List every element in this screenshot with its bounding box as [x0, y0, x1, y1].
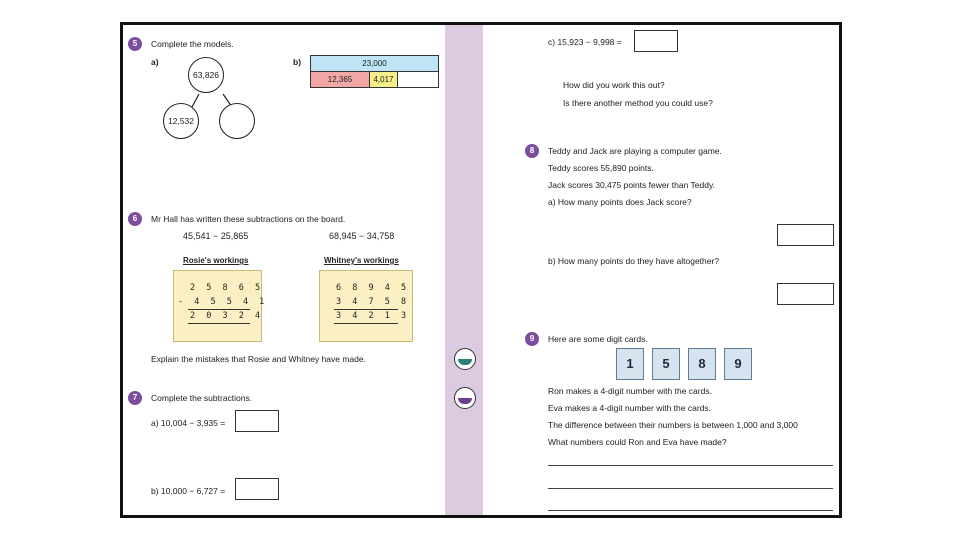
- q8-line-3: Jack scores 30,475 points fewer than Teddy.: [548, 180, 715, 190]
- q8-part-b: b) How many points do they have altogether?: [548, 256, 720, 266]
- rosie-line-top: [188, 309, 250, 310]
- q7-another-method: Is there another method you could use?: [563, 98, 713, 108]
- answer-line-1[interactable]: [548, 465, 833, 466]
- whitney-workings-title: Whitney's workings: [324, 256, 399, 265]
- q7-answer-box-b[interactable]: [235, 478, 279, 500]
- answer-line-2[interactable]: [548, 488, 833, 489]
- tea-cup-icon: [454, 387, 476, 409]
- part-circle-left: 12,532: [163, 103, 199, 139]
- q5-instruction: Complete the models.: [151, 39, 234, 49]
- bar-model-part-pink: 12,365: [310, 71, 370, 88]
- digit-card-2: 5: [652, 348, 680, 380]
- question-8-badge: 8: [525, 144, 539, 158]
- q7-part-c: c) 15,923 − 9,998 =: [548, 37, 622, 47]
- q7-instruction: Complete the subtractions.: [151, 393, 253, 403]
- q5-part-b-label: b): [293, 57, 302, 67]
- q9-intro: Here are some digit cards.: [548, 334, 648, 344]
- q6-subtraction-1: 45,541 − 25,865: [183, 231, 249, 241]
- whole-circle: 63,826: [188, 57, 224, 93]
- whitney-workings-box: [319, 270, 413, 342]
- whitney-row-1: 6 8 9 4 5: [336, 283, 410, 293]
- bar-model-part-empty[interactable]: [397, 71, 439, 88]
- q8-answer-box-a[interactable]: [777, 224, 834, 246]
- page-spine: [445, 25, 483, 515]
- rosie-workings-box: [173, 270, 268, 342]
- digit-card-1: 1: [616, 348, 644, 380]
- q7-answer-box-c[interactable]: [634, 30, 678, 52]
- answer-line-3[interactable]: [548, 510, 833, 511]
- digit-card-3: 8: [688, 348, 716, 380]
- q8-answer-box-b[interactable]: [777, 283, 834, 305]
- q8-part-a: a) How many points does Jack score?: [548, 197, 692, 207]
- q9-line-1: Ron makes a 4-digit number with the cards.: [548, 386, 712, 396]
- tea-cup-icon: [454, 348, 476, 370]
- whitney-line-bottom: [334, 323, 398, 324]
- q7-part-b: b) 10,000 − 6,727 =: [151, 486, 226, 496]
- question-5-badge: 5: [128, 37, 142, 51]
- q6-subtraction-2: 68,945 − 34,758: [329, 231, 395, 241]
- rosie-line-bottom: [188, 323, 250, 324]
- q7-how-question: How did you work this out?: [563, 80, 665, 90]
- q8-line-1: Teddy and Jack are playing a computer game.: [548, 146, 722, 156]
- q5-part-a-label: a): [151, 57, 159, 67]
- question-6-badge: 6: [128, 212, 142, 226]
- question-9-badge: 9: [525, 332, 539, 346]
- bar-model-total: 23,000: [310, 55, 439, 72]
- rosie-row-1: 2 5 8 6 5: [190, 283, 264, 293]
- rosie-row-2: - 4 5 5 4 1: [178, 297, 268, 307]
- whitney-row-3: 3 4 2 1 3: [336, 311, 410, 321]
- worksheet-frame: [120, 22, 842, 518]
- q7-answer-box-a[interactable]: [235, 410, 279, 432]
- q6-explain: Explain the mistakes that Rosie and Whitney have made.: [151, 354, 366, 364]
- q9-line-2: Eva makes a 4-digit number with the cards.: [548, 403, 711, 413]
- q7-part-a: a) 10,004 − 3,935 =: [151, 418, 226, 428]
- q9-line-3: The difference between their numbers is between 1,000 and 3,000: [548, 420, 798, 430]
- q8-line-2: Teddy scores 55,890 points.: [548, 163, 654, 173]
- rosie-workings-title: Rosie's workings: [183, 256, 249, 265]
- bar-model-part-yellow: 4,017: [369, 71, 398, 88]
- part-circle-right-empty[interactable]: [219, 103, 255, 139]
- q9-line-4: What numbers could Ron and Eva have made?: [548, 437, 727, 447]
- digit-card-4: 9: [724, 348, 752, 380]
- rosie-row-3: 2 0 3 2 4: [190, 311, 264, 321]
- question-7-badge: 7: [128, 391, 142, 405]
- q6-intro: Mr Hall has written these subtractions on the board.: [151, 214, 346, 224]
- whitney-row-2: 3 4 7 5 8: [336, 297, 410, 307]
- whitney-line-top: [334, 309, 398, 310]
